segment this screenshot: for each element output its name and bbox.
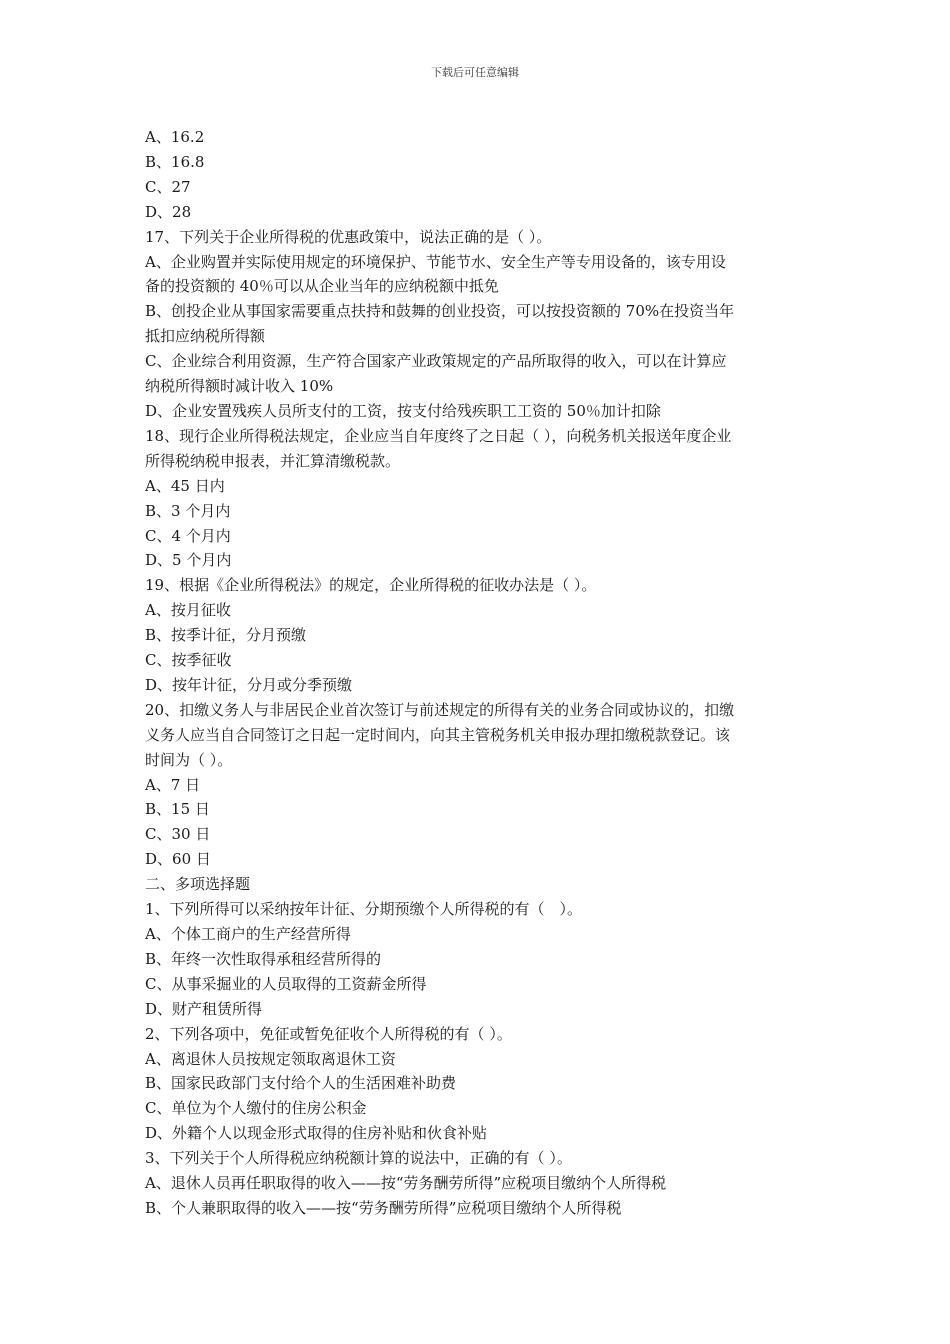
text-line: C、27 bbox=[145, 177, 191, 196]
text-line: 2、下列各项中，免征或暂免征收个人所得税的有（ ）。 bbox=[145, 1024, 512, 1043]
text-line: D、60 日 bbox=[145, 850, 211, 869]
text-line: A、退休人员再任职取得的收入——按“劳务酬劳所得”应税项目缴纳个人所得税 bbox=[145, 1174, 667, 1193]
text-line: 时间为（ ）。 bbox=[145, 750, 233, 769]
text-line: B、国家民政部门支付给个人的生活困难补助费 bbox=[145, 1074, 457, 1093]
text-line: B、16.8 bbox=[145, 152, 205, 171]
text-line: C、4 个月内 bbox=[145, 526, 231, 545]
text-line: 义务人应当自合同签订之日起一定时间内，向其主管税务机关申报办理扣缴税款登记。该 bbox=[145, 725, 731, 744]
text-line: B、个人兼职取得的收入——按“劳务酬劳所得”应税项目缴纳个人所得税 bbox=[145, 1198, 622, 1217]
text-line: C、从事采掘业的人员取得的工资薪金所得 bbox=[145, 974, 427, 993]
text-line: 1、下列所得可以采纳按年计征、分期预缴个人所得税的有（ ）。 bbox=[145, 900, 583, 919]
text-line: 3、下列关于个人所得税应纳税额计算的说法中，正确的有（ ）。 bbox=[145, 1149, 572, 1168]
page-header: 下载后可任意编辑 bbox=[431, 66, 519, 79]
text-line: 二、多项选择题 bbox=[145, 875, 251, 894]
text-line: 纳税所得额时减计收入 10% bbox=[145, 377, 334, 396]
text-line: D、企业安置残疾人员所支付的工资，按支付给残疾职工工资的 50％加计扣除 bbox=[145, 401, 661, 420]
text-line: 抵扣应纳税所得额 bbox=[145, 327, 266, 346]
text-line: D、财产租赁所得 bbox=[145, 999, 263, 1018]
text-line: A、7 日 bbox=[145, 775, 201, 794]
text-line: 备的投资额的 40％可以从企业当年的应纳税额中抵免 bbox=[145, 277, 499, 296]
text-line: C、单位为个人缴付的住房公积金 bbox=[145, 1099, 367, 1118]
text-line: A、企业购置并实际使用规定的环境保护、节能节水、安全生产等专用设备的，该专用设 bbox=[145, 252, 726, 271]
document-body bbox=[145, 125, 807, 1221]
text-line: D、28 bbox=[145, 202, 192, 221]
text-line: C、按季征收 bbox=[145, 651, 232, 670]
text-line: A、个体工商户的生产经营所得 bbox=[145, 925, 351, 943]
text-line: B、3 个月内 bbox=[145, 501, 231, 520]
text-line: D、按年计征，分月或分季预缴 bbox=[145, 675, 353, 694]
text-line: C、企业综合利用资源，生产符合国家产业政策规定的产品所取得的收入，可以在计算应 bbox=[145, 352, 727, 371]
text-line: B、按季计征，分月预缴 bbox=[145, 626, 307, 645]
text-line: A、按月征收 bbox=[145, 601, 231, 620]
text-line: 20、扣缴义务人与非居民企业首次签订与前述规定的所得有关的业务合同或协议的，扣缴 bbox=[145, 700, 735, 719]
text-line: A、45 日内 bbox=[145, 476, 225, 495]
text-line: 19、根据《企业所得税法》的规定，企业所得税的征收办法是（ ）。 bbox=[145, 576, 597, 595]
text-line: B、年终一次性取得承租经营所得的 bbox=[145, 949, 382, 968]
text-line: A、16.2 bbox=[145, 128, 205, 146]
text-line: A、离退休人员按规定领取离退休工资 bbox=[145, 1049, 396, 1068]
text-line: D、5 个月内 bbox=[145, 551, 232, 570]
text-line: 18、现行企业所得税法规定，企业应当自年度终了之日起（ ），向税务机关报送年度企业 bbox=[145, 426, 732, 445]
text-line: B、15 日 bbox=[145, 800, 210, 819]
text-line: 17、下列关于企业所得税的优惠政策中，说法正确的是（ ）。 bbox=[145, 227, 552, 246]
text-line: C、30 日 bbox=[145, 825, 211, 844]
text-line: B、创投企业从事国家需要重点扶持和鼓舞的创业投资，可以按投资额的 70%在投资当年 bbox=[145, 302, 735, 321]
text-line: 所得税纳税申报表，并汇算清缴税款。 bbox=[145, 451, 401, 470]
text-line: D、外籍个人以现金形式取得的住房补贴和伙食补贴 bbox=[145, 1124, 488, 1143]
